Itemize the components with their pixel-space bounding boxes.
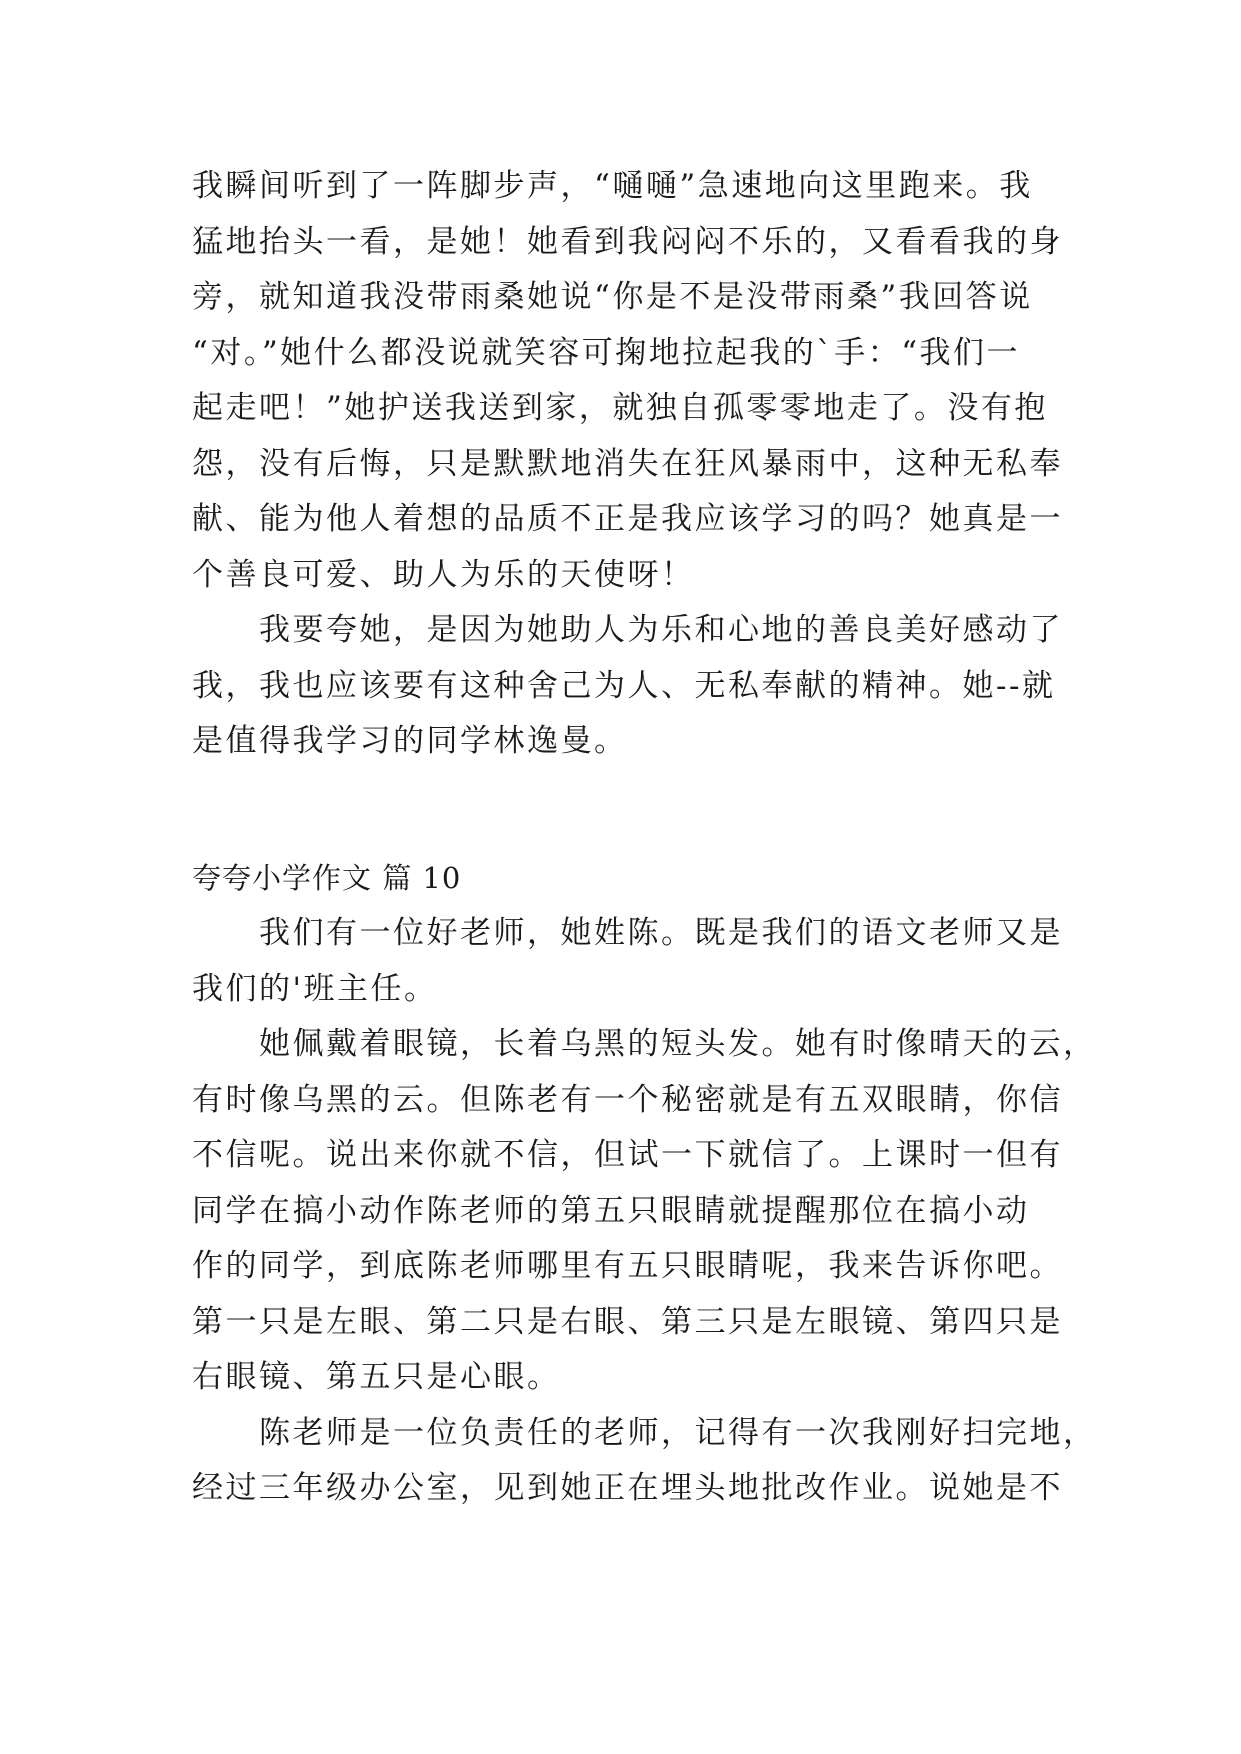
- text-line: 我要夸她，是因为她助人为乐和心地的善良美好感动了: [192, 612, 1063, 648]
- text-line: “对。”她什么都没说就笑容可掬地拉起我的`手：“我们一: [192, 335, 1021, 371]
- text-line: 旁，就知道我没带雨桑她说“你是不是没带雨桑”我回答说: [192, 279, 1033, 315]
- text-line: 有时像乌黑的云。但陈老有一个秘密就是有五双眼睛，你信: [192, 1082, 1063, 1118]
- text-line: 猛地抬头一看，是她！她看到我闷闷不乐的，又看看我的身: [192, 224, 1063, 260]
- section-heading: 夸夸小学作文 篇 10: [192, 861, 462, 895]
- text-line: 作的同学，到底陈老师哪里有五只眼睛呢，我来告诉你吧。: [192, 1248, 1063, 1284]
- text-line: 第一只是左眼、第二只是右眼、第三只是左眼镜、第四只是: [192, 1304, 1063, 1340]
- text-line: 右眼镜、第五只是心眼。: [192, 1359, 561, 1395]
- text-line: 我，我也应该要有这种舍己为人、无私奉献的精神。她--就: [192, 668, 1056, 704]
- text-line: 我们的'班主任。: [192, 971, 438, 1007]
- text-line: 同学在搞小动作陈老师的第五只眼睛就提醒那位在搞小动: [192, 1193, 1030, 1229]
- text-line: 献、能为他人着想的品质不正是我应该学习的吗？她真是一: [192, 501, 1063, 537]
- text-line: 我瞬间听到了一阵脚步声，“嗵嗵”急速地向这里跑来。我: [192, 168, 1033, 204]
- text-line: 她佩戴着眼镜，长着乌黑的短头发。她有时像晴天的云，: [192, 1026, 1097, 1062]
- text-line: 我们有一位好老师，她姓陈。既是我们的语文老师又是: [192, 915, 1063, 951]
- text-line: 陈老师是一位负责任的老师，记得有一次我刚好扫完地，: [192, 1415, 1097, 1451]
- text-line: 是值得我学习的同学林逸曼。: [192, 723, 628, 759]
- text-line: 怨，没有后悔，只是默默地消失在狂风暴雨中，这种无私奉: [192, 446, 1063, 482]
- text-line: 不信呢。说出来你就不信，但试一下就信了。上课时一但有: [192, 1137, 1063, 1173]
- text-line: 个善良可爱、助人为乐的天使呀！: [192, 557, 695, 593]
- text-line: 经过三年级办公室，见到她正在埋头地批改作业。说她是不: [192, 1470, 1063, 1506]
- text-line: 起走吧！”她护送我送到家，就独自孤零零地走了。没有抱: [192, 390, 1048, 426]
